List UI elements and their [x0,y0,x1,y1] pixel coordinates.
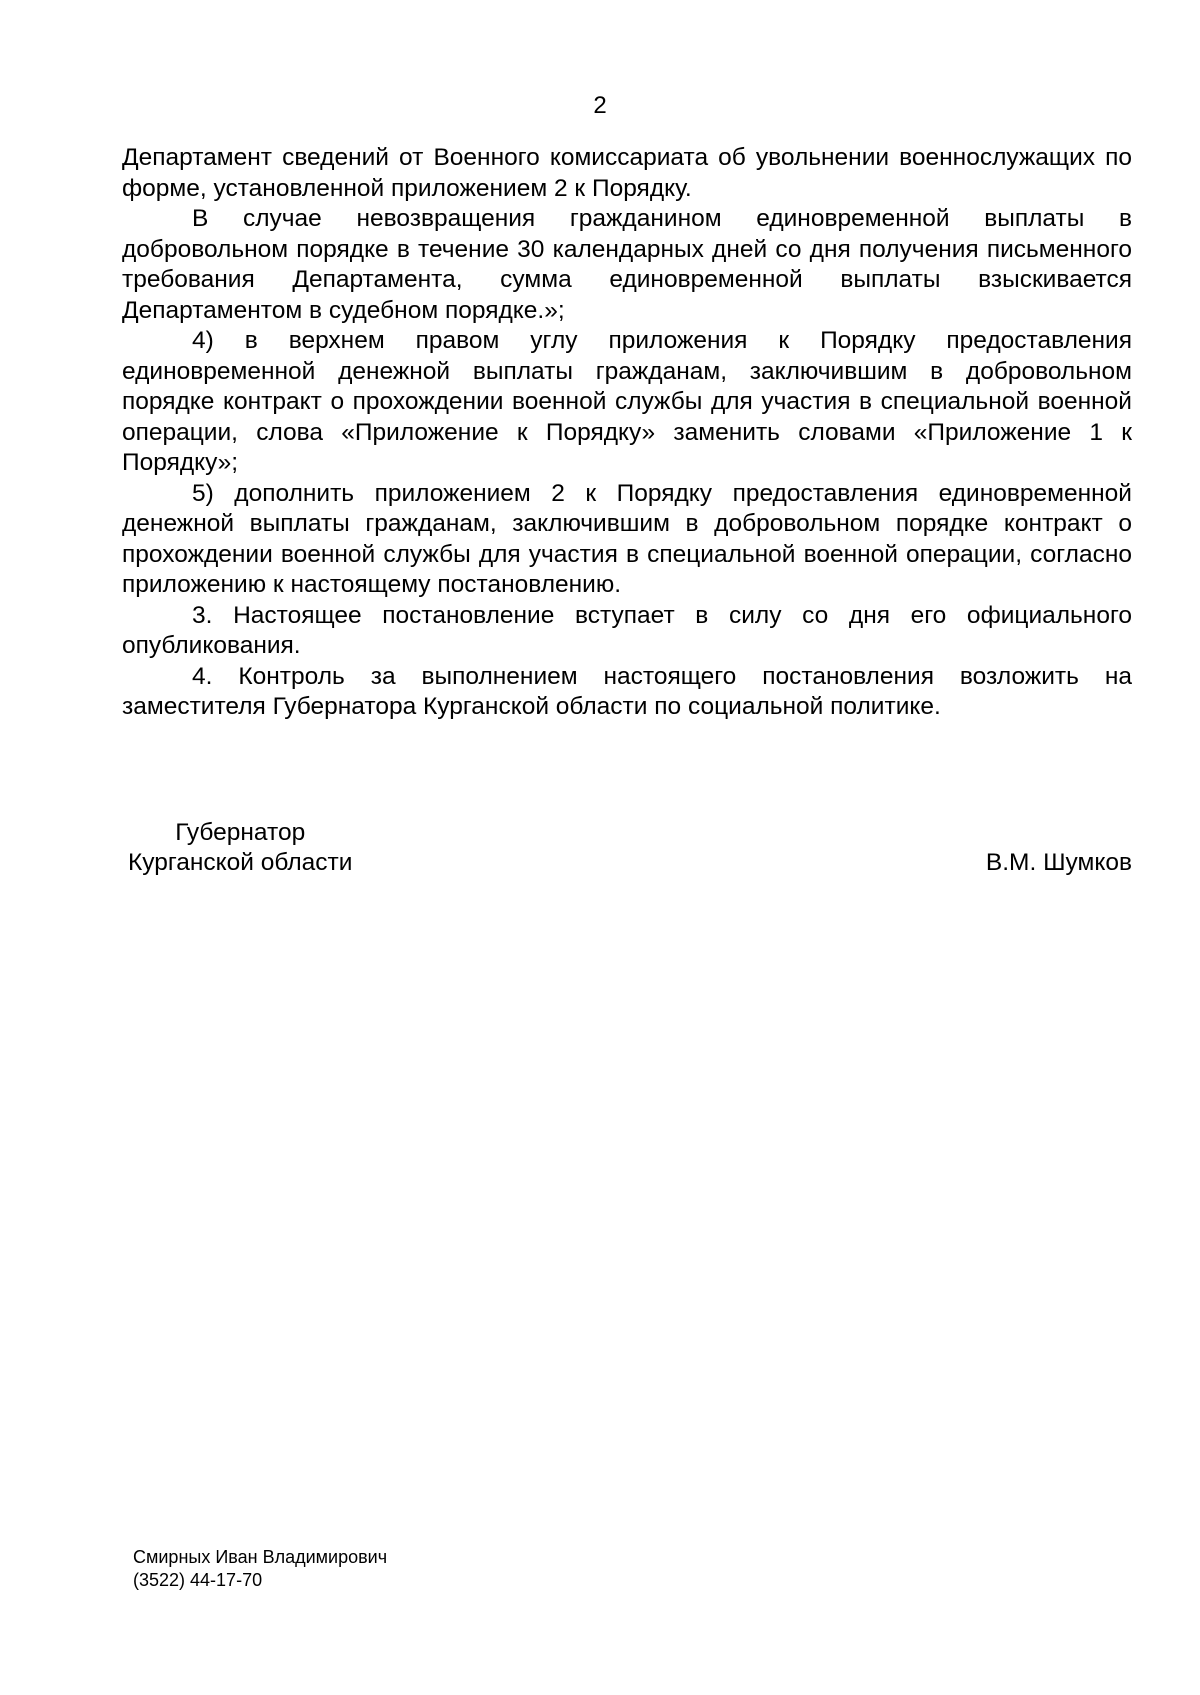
signature-title-line-2: Курганской области [128,849,353,876]
paragraph-section-3: 3. Настоящее постановление вступает в силу со дня его официального опубликования. [122,601,1132,659]
paragraph-item-4: 4) в верхнем правом углу приложения к Порядку предоставления единовременной денежной выплаты гражданам, заключившим в добровольном порядке контракт о прохождении военной службы для участия в специальной военной операции, слова «Приложение к Порядку» заменить словами «Приложение 1 к Порядку»; [122,327,1132,476]
page-number: 2 [593,92,607,119]
executor-phone: (3522) 44-17-70 [133,1570,263,1590]
paragraph-continuation: Департамент сведений от Военного комиссариата об увольнении военнослужащих по форме, установленной приложением 2 к Порядку. [122,144,1132,202]
paragraph-recovery-clause: В случае невозвращения гражданином единовременной выплаты в добровольном порядке в течение 30 календарных дней со дня получения письменного требования Департамента, сумма единовременной выплаты взыскивается Департаментом в судебном порядке.»; [122,205,1132,324]
paragraph-item-5: 5) дополнить приложением 2 к Порядку предоставления единовременной денежной выплаты гражданам, заключившим в добровольном порядке контракт о прохождении военной службы для участия в специальной военной операции, согласно приложению к настоящему постановлению. [122,479,1132,598]
signatory-name: В.М. Шумков [985,849,1132,876]
signature-title [128,818,352,878]
signature-title-line-1: Губернатор [175,819,306,846]
executor-block [133,1546,387,1592]
document-body [122,143,1132,723]
executor-name: Смирных Иван Владимирович [133,1547,388,1567]
paragraph-section-4: 4. Контроль за выполнением настоящего постановления возложить на заместителя Губернатора Курганской области по социальной политике. [122,662,1132,720]
